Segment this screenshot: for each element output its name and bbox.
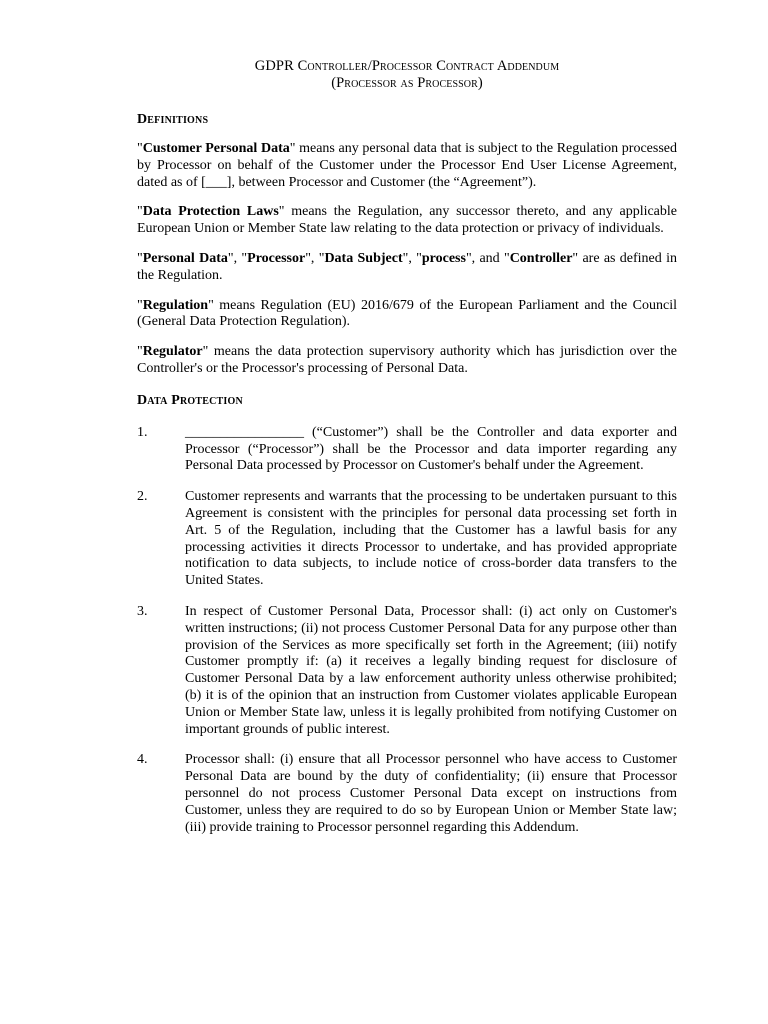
- definition-text: ": [137, 344, 143, 360]
- clause-text: _________________ (“Customer”) shall be the Controller and data exporter and Processor (“Processor”) shall be the Processor and data importer regarding any Personal Data processed by Processor on Customer's behalf under the Agreement.: [185, 424, 677, 474]
- definition-text: ": [137, 204, 143, 220]
- defined-term: process: [421, 250, 466, 266]
- defined-term: Personal Data: [142, 250, 228, 266]
- document-page: [137, 58, 677, 836]
- definitions-heading: Definitions: [137, 112, 209, 127]
- clause-number: 3.: [137, 603, 148, 619]
- defined-term: Regulator: [142, 344, 203, 360]
- definition-data-protection-laws: [137, 204, 677, 238]
- definition-text: " means Regulation (EU) 2016/679 of the European Parliament and the Council (General Data Protection Regulation).: [137, 297, 677, 330]
- clause-text: Customer represents and warrants that the processing to be undertaken pursuant to this Agreement is consistent with the principles for personal data processing set forth in Art. 5 of the Regulation, including that the Customer has a lawful basis for any processing activities it directs Processor to undertake, and has provided appropriate notification to data subjects, to include notice of cross-border data transfers to the United States.: [185, 489, 677, 589]
- defined-term: Customer Personal Data: [142, 141, 290, 156]
- clause-text: In respect of Customer Personal Data, Processor shall: (i) act only on Customer's written instructions; (ii) not process Customer Personal Data for any purpose other than provision of the Services as more specifically set forth in the Agreement; (iii) notify Customer promptly if: (a) it receives a legally binding request for disclosure of Customer Personal Data by a law enforcement authority unless otherwise prohibited; (b) it is of the opinion that an instruction from Customer violates applicable European Union or Member State law, unless it is legally prohibited from notifying Customer on important grounds of public interest.: [185, 603, 677, 737]
- document-title-line-2: (Processor as Processor): [331, 75, 483, 91]
- definition-customer-personal-data: [137, 141, 677, 191]
- definitions-list: [137, 141, 677, 378]
- definition-text: ", ": [227, 250, 248, 266]
- definition-text: ", ": [402, 250, 422, 266]
- document-title-line-1: GDPR Controller/Processor Contract Addendum: [254, 58, 560, 74]
- defined-term: Regulation: [142, 297, 209, 313]
- definition-regulator: [137, 344, 677, 378]
- definition-text: " are as defined in the Regulation.: [137, 250, 677, 283]
- clause-number: 2.: [137, 489, 148, 505]
- definition-personal-data-terms: [137, 251, 677, 285]
- clause-text: Processor shall: (i) ensure that all Processor personnel who have access to Customer Personal Data are bound by the duty of confidentiality; (ii) ensure that Processor personnel do not process Customer Personal Data except on instructions from Customer, unless they are required to do so by European Union or Member State law; (iii) provide training to Processor personnel regarding this Addendum.: [185, 752, 677, 835]
- clause-2: [137, 489, 677, 590]
- data-protection-heading: Data Protection: [137, 392, 243, 408]
- definition-text: " means the Regulation, any successor thereto, and any applicable European Union or Member State law relating to the data protection or privacy of individuals.: [137, 204, 678, 237]
- definition-text: " means any personal data that is subject to the Regulation processed by Processor on behalf of the Customer under the Processor End User License Agreement, dated as of [___], between Processor and Customer (the “Agreement”).: [137, 141, 677, 190]
- data-protection-clauses: [137, 425, 677, 837]
- definition-text: ", and ": [465, 250, 510, 266]
- definition-text: ", ": [305, 250, 325, 266]
- clause-1: [137, 425, 677, 475]
- definition-text: ": [137, 297, 143, 313]
- definition-text: ": [137, 250, 143, 266]
- defined-term: Data Protection Laws: [142, 204, 279, 220]
- clause-number: 4.: [137, 752, 148, 768]
- defined-term: Processor: [247, 250, 306, 266]
- definition-text: ": [137, 141, 143, 156]
- definition-regulation: [137, 298, 677, 332]
- definition-text: " means the data protection supervisory authority which has jurisdiction over the Controller's or the Processor's processing of Personal Data.: [137, 344, 677, 376]
- defined-term: Controller: [509, 250, 573, 266]
- clause-3: [137, 604, 677, 738]
- clause-number: 1.: [137, 424, 148, 440]
- defined-term: Data Subject: [324, 250, 403, 266]
- clause-4: [137, 752, 677, 836]
